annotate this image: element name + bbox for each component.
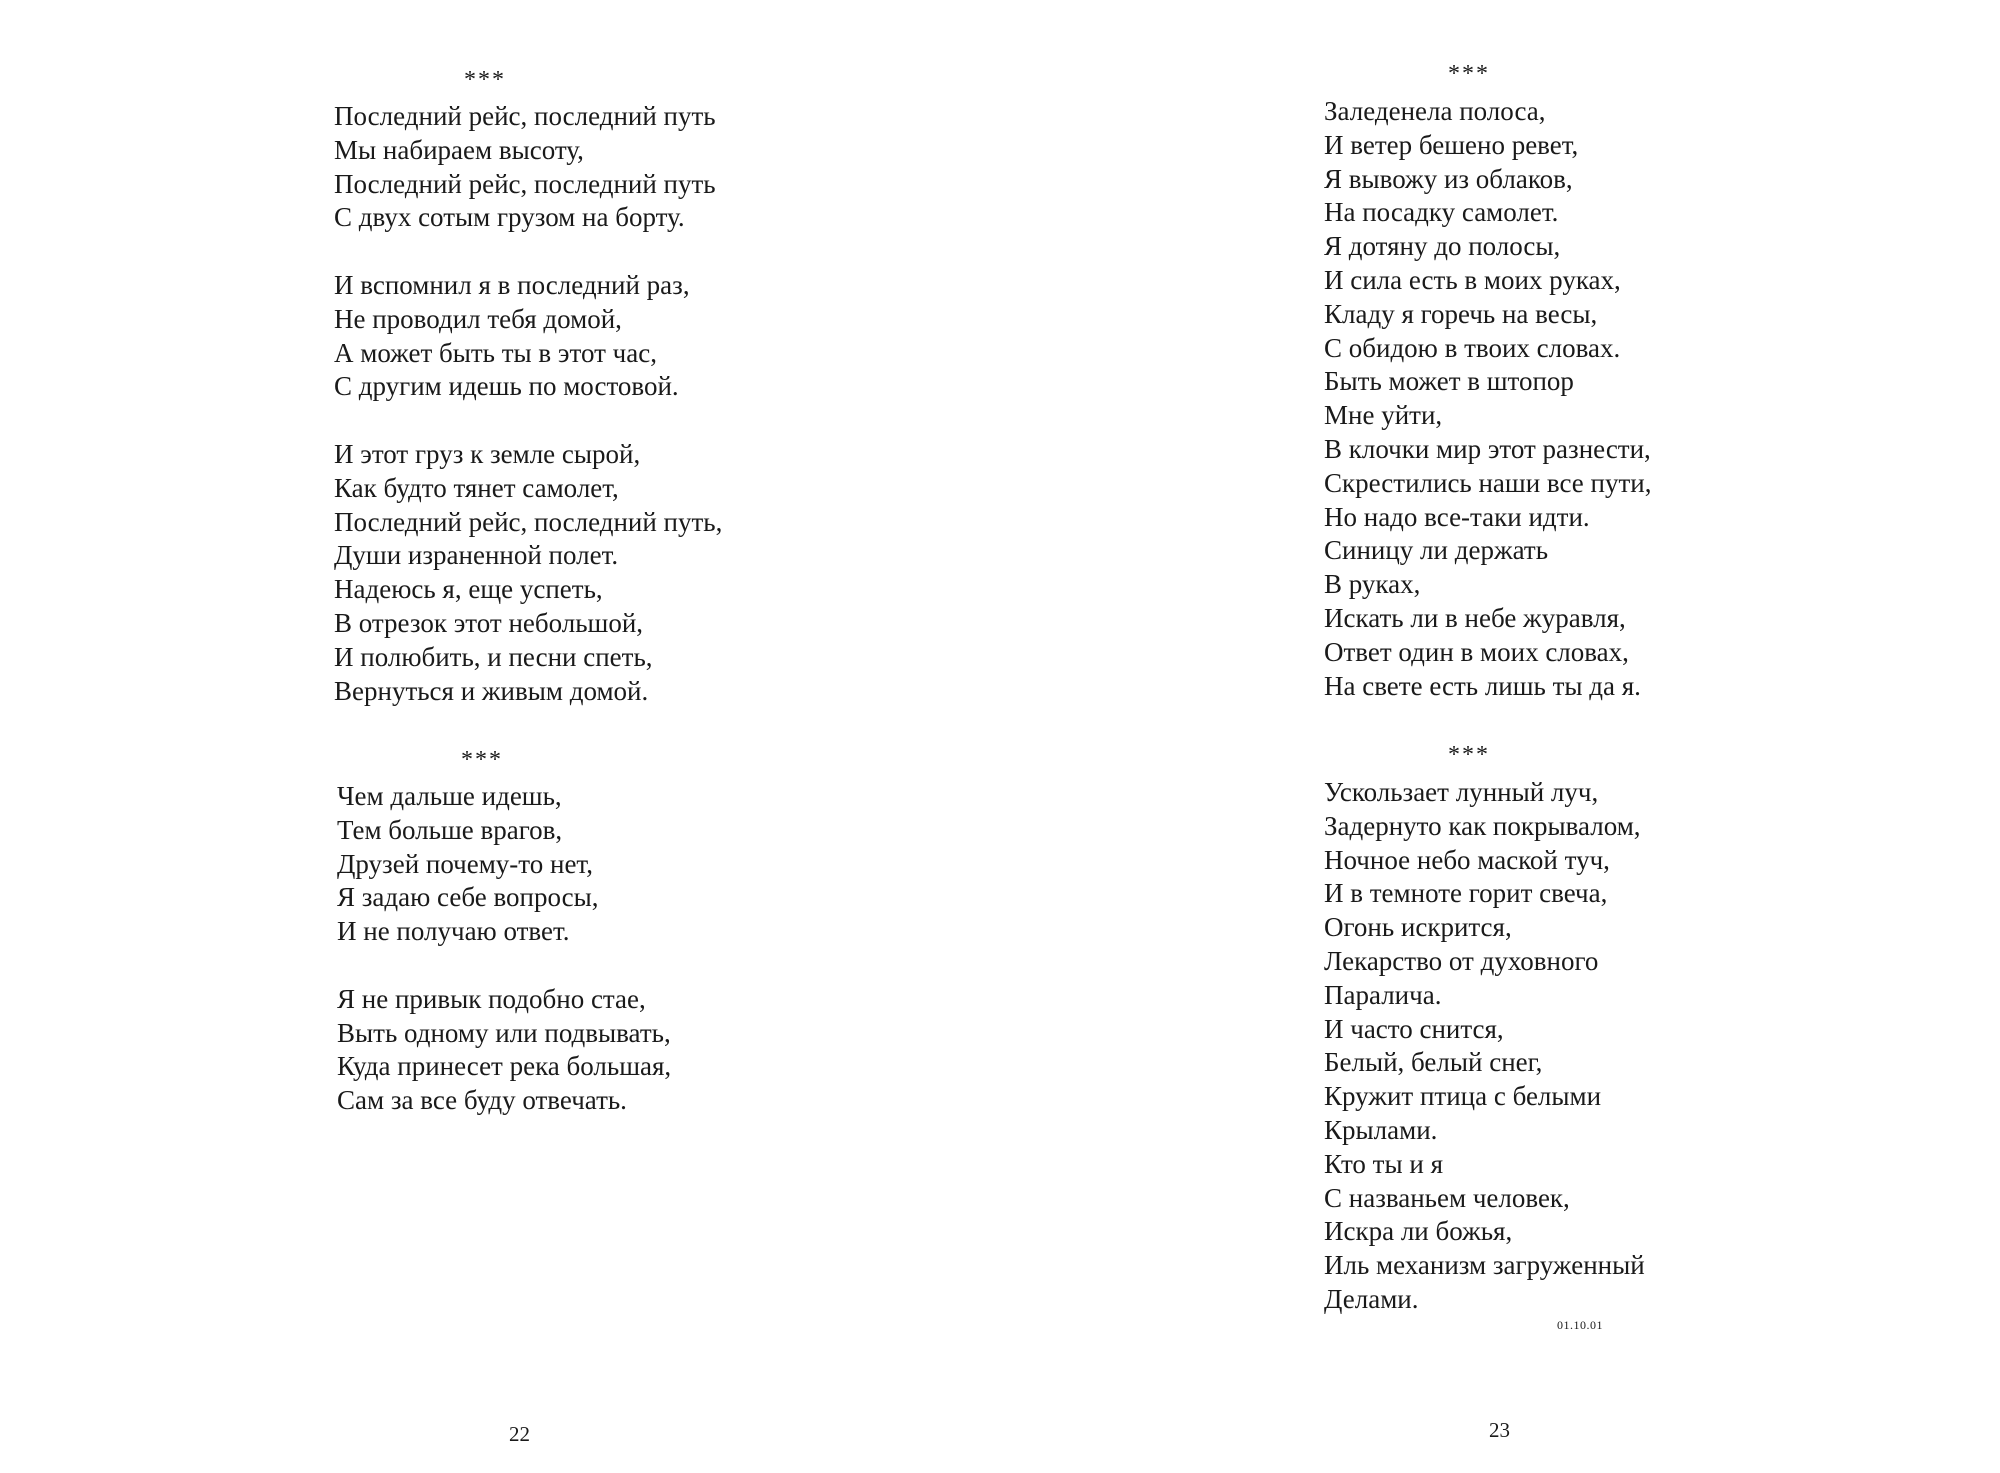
poem-line: Ответ один в моих словах,: [1324, 636, 1629, 667]
poem-line: Быть может в штопор: [1324, 366, 1574, 397]
poem-line: На посадку самолет.: [1324, 197, 1559, 228]
poem-line: Я вывожу из облаков,: [1324, 163, 1573, 194]
stanza-break: [334, 235, 722, 269]
poem-line: С другим идешь по мостовой.: [334, 371, 679, 402]
poem-line: Паралича.: [1324, 979, 1442, 1010]
poem-line: С двух сотым грузом на борту.: [334, 202, 685, 233]
poem-date: 01.10.01: [1557, 1318, 1603, 1332]
poem-line: И этот груз к земле сырой,: [334, 438, 641, 469]
poem-line: Как будто тянет самолет,: [334, 472, 619, 503]
poem-line: Но надо все-таки идти.: [1324, 501, 1590, 532]
poem-line: И вспомнил я в последний раз,: [334, 269, 690, 300]
poem-line: И сила есть в моих руках,: [1324, 264, 1621, 295]
poem-line: Надеюсь я, еще успеть,: [334, 574, 603, 605]
poem-line: Искра ли божья,: [1324, 1216, 1513, 1247]
poem-line: Ночное небо маской туч,: [1324, 844, 1610, 875]
poem-line: И часто снится,: [1324, 1013, 1504, 1044]
poem-line: В отрезок этот небольшой,: [334, 607, 644, 638]
poem-line: Лекарство от духовного: [1324, 945, 1599, 976]
poem-separator: ***: [1448, 742, 1490, 768]
poem-line: И полюбить, и песни спеть,: [334, 641, 653, 672]
poem-last-flight: [334, 100, 722, 708]
poem-line: На свете есть лишь ты да я.: [1324, 670, 1641, 701]
poem-line: Последний рейс, последний путь: [334, 101, 716, 131]
poem-line: Кладу я горечь на весы,: [1324, 298, 1598, 329]
poem-moonbeam: [1324, 776, 1645, 1317]
poem-line: Мне уйти,: [1324, 400, 1443, 431]
poem-line: Последний рейс, последний путь,: [334, 506, 723, 537]
stanza-break: [334, 404, 722, 438]
poem-line: Синицу ли держать: [1324, 535, 1549, 566]
poem-line: Куда принесет река большая,: [337, 1051, 672, 1082]
poem-line: Последний рейс, последний путь: [334, 168, 716, 199]
poem-line: И ветер бешено ревет,: [1324, 129, 1579, 160]
poem-line: Огонь искрится,: [1324, 912, 1512, 943]
poem-line: Кто ты и я: [1324, 1148, 1443, 1179]
poem-line: В клочки мир этот разнести,: [1324, 433, 1651, 464]
poem-line: Белый, белый снег,: [1324, 1047, 1543, 1078]
poem-line: Делами.: [1324, 1283, 1419, 1314]
poem-line: С названьем человек,: [1324, 1182, 1570, 1213]
poem-line: Задернуто как покрывалом,: [1324, 810, 1641, 841]
poem-line: Тем больше врагов,: [337, 814, 563, 845]
poem-line: В руках,: [1324, 569, 1421, 600]
poem-line: Крылами.: [1324, 1114, 1438, 1145]
poem-line: Вернуться и живым домой.: [334, 675, 649, 706]
poem-icy-runway: [1324, 95, 1652, 703]
poem-line: Ускользает лунный луч,: [1324, 777, 1599, 807]
poem-line: Кружит птица с белыми: [1324, 1081, 1602, 1112]
page-number: 22: [509, 1422, 530, 1446]
poem-line: Души израненной полет.: [334, 540, 619, 571]
poem-line: Я задаю себе вопросы,: [337, 882, 599, 913]
poem-line: Я не привык подобно стае,: [337, 983, 646, 1014]
poem-line: Не проводил тебя домой,: [334, 303, 622, 334]
poem-line: С обидою в твоих словах.: [1324, 332, 1621, 363]
poem-line: Друзей почему-то нет,: [337, 848, 593, 879]
poem-line: Иль механизм загруженный: [1324, 1250, 1645, 1281]
poem-line: Скрестились наши все пути,: [1324, 467, 1652, 498]
poem-line: Я дотяну до полосы,: [1324, 231, 1561, 262]
poem-separator: ***: [461, 747, 503, 773]
stanza-break: [337, 949, 671, 983]
poem-separator: ***: [464, 67, 506, 93]
poem-line: А может быть ты в этот час,: [334, 337, 657, 368]
poem-line: Чем дальше идешь,: [337, 781, 562, 811]
poem-line: Выть одному или подвывать,: [337, 1017, 671, 1048]
poem-line: И в темноте горит свеча,: [1324, 878, 1608, 909]
poem-separator: ***: [1448, 61, 1490, 87]
poem-further-you-go: [337, 780, 671, 1118]
poem-line: Искать ли в небе журавля,: [1324, 602, 1626, 633]
poem-line: И не получаю ответ.: [337, 916, 570, 947]
right-page: [1000, 0, 2000, 1473]
poem-line: Мы набираем высоту,: [334, 134, 584, 165]
poem-line: Сам за все буду отвечать.: [337, 1085, 627, 1116]
page-number: 23: [1489, 1418, 1510, 1442]
poem-line: Заледенела полоса,: [1324, 96, 1546, 126]
